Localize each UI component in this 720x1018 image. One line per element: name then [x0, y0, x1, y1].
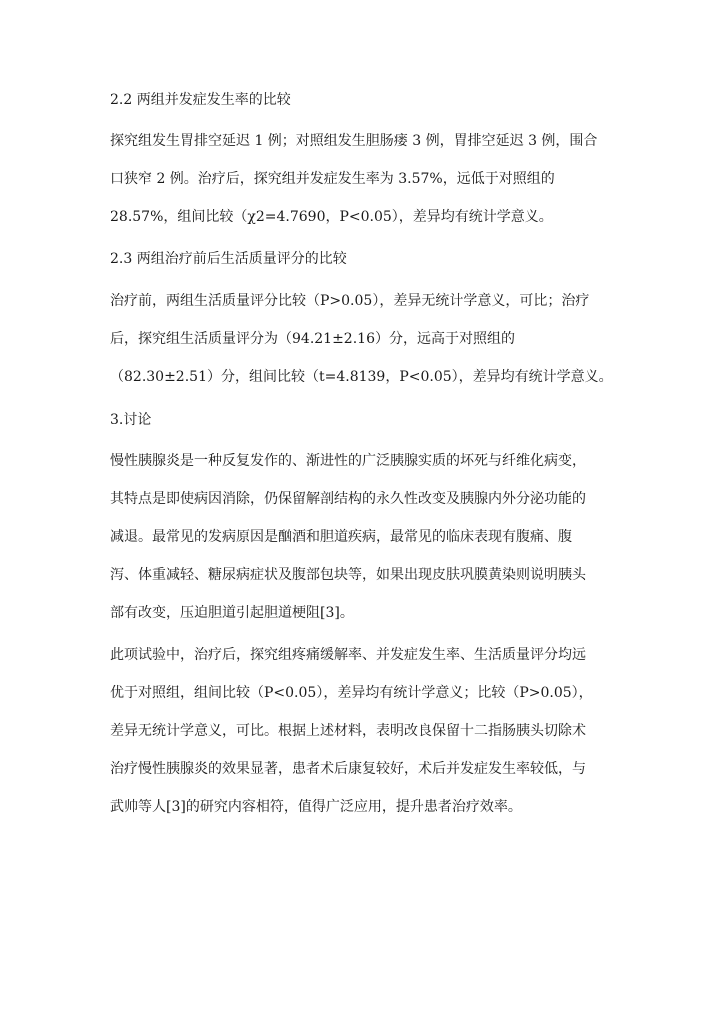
paragraph-line: 其特点是即使病因消除，仍保留解剖结构的永久性改变及胰腺内外分泌功能的 — [110, 491, 586, 507]
paragraph-line: 武帅等人[3]的研究内容相符，值得广泛应用，提升患者治疗效率。 — [110, 799, 522, 815]
paragraph-line: 治疗慢性胰腺炎的效果显著，患者术后康复较好，术后并发症发生率较低，与 — [110, 761, 586, 777]
section-heading-2-3: 2.3 两组治疗前后生活质量评分的比较 — [110, 251, 347, 267]
paragraph-line: 减退。最常见的发病原因是酗酒和胆道疾病，最常见的临床表现有腹痛、腹 — [110, 529, 572, 545]
paragraph-line: 差异无统计学意义，可比。根据上述材料，表明改良保留十二指肠胰头切除术 — [110, 723, 586, 739]
paragraph-line: 泻、体重减轻、糖尿病症状及腹部包块等，如果出现皮肤巩膜黄染则说明胰头 — [110, 567, 586, 583]
paragraph-line: 优于对照组，组间比较（P<0.05），差异均有统计学意义；比较（P>0.05）， — [110, 685, 593, 701]
section-heading-2-2: 2.2 两组并发症发生率的比较 — [110, 92, 291, 108]
paragraph-line: 此项试验中，治疗后，探究组疼痛缓解率、并发症发生率、生活质量评分均远 — [110, 647, 586, 663]
paragraph-line: （82.30±2.51）分，组间比较（t=4.8139，P<0.05），差异均有统计学意义。 — [110, 369, 613, 385]
paragraph-line: 28.57%，组间比较（χ2=4.7690，P<0.05），差异均有统计学意义。 — [110, 209, 553, 225]
section-heading-3: 3.讨论 — [110, 412, 152, 428]
paragraph-line: 探究组发生胃排空延迟 1 例；对照组发生胆肠瘘 3 例，胃排空延迟 3 例，围合 — [110, 133, 598, 149]
paragraph-line: 口狭窄 2 例。治疗后，探究组并发症发生率为 3.57%，远低于对照组的 — [110, 171, 555, 187]
paragraph-line: 慢性胰腺炎是一种反复发作的、渐进性的广泛胰腺实质的坏死与纤维化病变， — [110, 453, 586, 469]
paragraph-line: 后，探究组生活质量评分为（94.21±2.16）分，远高于对照组的 — [110, 331, 515, 347]
paragraph-line: 部有改变，压迫胆道引起胆道梗阻[3]。 — [110, 605, 354, 621]
paragraph-line: 治疗前，两组生活质量评分比较（P>0.05），差异无统计学意义，可比；治疗 — [110, 293, 590, 309]
